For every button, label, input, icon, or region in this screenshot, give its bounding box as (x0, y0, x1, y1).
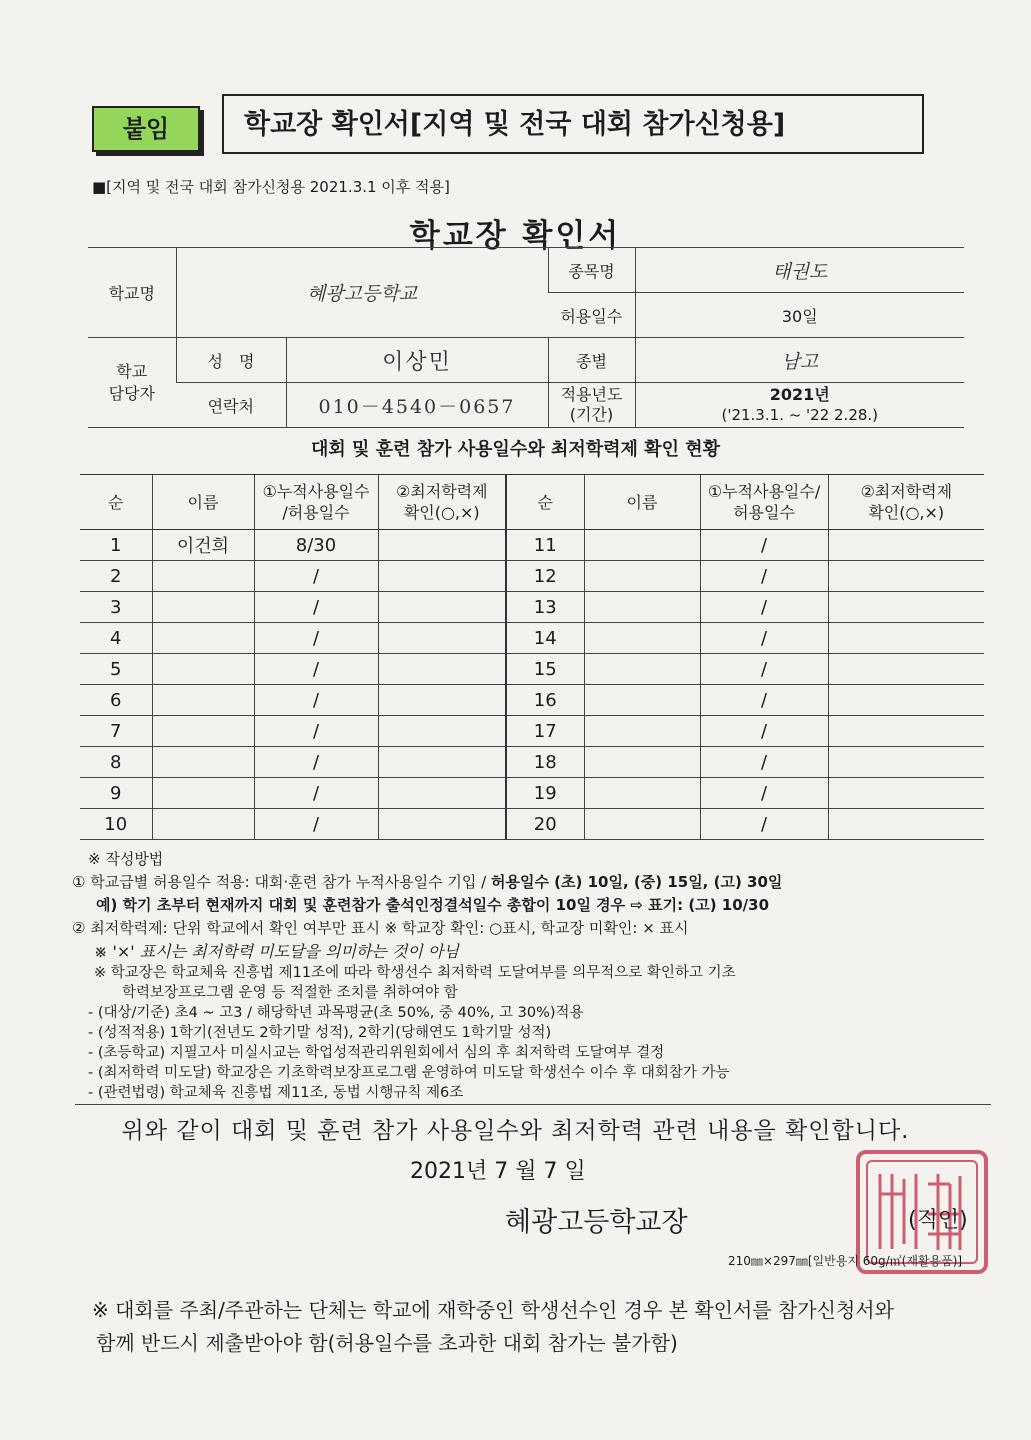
manager-name-label: 성 명 (176, 338, 286, 383)
min-academic-check-cell (378, 685, 506, 716)
used-days-cell: / (254, 747, 378, 778)
col-header-min-2: ②최저학력제 확인(○,×) (828, 475, 984, 530)
student-name-cell (152, 623, 254, 654)
table-row (80, 530, 984, 561)
table-row (80, 623, 984, 654)
used-days-cell: / (700, 716, 828, 747)
instructions (72, 848, 1012, 1103)
table-row (80, 716, 984, 747)
instruction-note: 학력보장프로그램 운영 등 적절한 조치를 취하여야 함 (122, 985, 458, 1001)
min-academic-check-cell (378, 778, 506, 809)
attachment-tag: 붙임 (92, 106, 200, 152)
row-number-cell: 16 (506, 685, 584, 716)
used-days-cell: / (254, 654, 378, 685)
student-name-cell (584, 716, 700, 747)
min-academic-check-cell (828, 747, 984, 778)
used-days-cell: / (700, 561, 828, 592)
student-name-cell (152, 809, 254, 840)
student-name-cell (152, 592, 254, 623)
used-days-cell: / (700, 685, 828, 716)
period-value: ('21.3.1. ~ '22 2.28.) (721, 406, 879, 424)
used-days-cell: / (254, 623, 378, 654)
row-number-cell: 13 (506, 592, 584, 623)
year-value: 2021년 (769, 385, 830, 404)
student-name-cell: 이건희 (152, 530, 254, 561)
page-title: 학교장 확인서 (409, 218, 622, 254)
row-number-cell: 17 (506, 716, 584, 747)
min-academic-check-cell (828, 561, 984, 592)
row-number-cell: 4 (80, 623, 152, 654)
min-academic-check-cell (378, 716, 506, 747)
confirmation-text: 위와 같이 대회 및 훈련 참가 사용일수와 최저학력 관련 내용을 확인합니다. (121, 1118, 910, 1144)
min-academic-check-cell (378, 809, 506, 840)
used-days-cell: / (254, 778, 378, 809)
year-cell (635, 383, 964, 428)
min-academic-check-cell (378, 592, 506, 623)
divider (75, 1104, 991, 1105)
used-days-cell: / (700, 592, 828, 623)
table-row (80, 592, 984, 623)
used-days-cell: / (254, 685, 378, 716)
instruction-note: ※ 학교장은 학교체육 진흥법 제11조에 따라 학생선수 최저학력 도달여부를 의무적으로 확인하고 기초 (94, 965, 736, 981)
footer-line-2: 함께 반드시 제출받아야 함(허용일수를 초과한 대회 참가는 불가함) (96, 1331, 678, 1355)
row-number-cell: 7 (80, 716, 152, 747)
instruction-bullet: - (초등학교) 지필고사 미실시교는 학업성적관리위원회에서 심의 후 최저학력 도달여부 결정 (88, 1045, 665, 1061)
min-academic-check-cell (378, 623, 506, 654)
instruction-bullet: - (최저학력 미도달) 학교장은 기초학력보장프로그램 운영하여 미도달 학생선수 이수 후 대회참가 가능 (88, 1065, 730, 1081)
col-header-days-1: ①누적사용일수 /허용일수 (254, 475, 378, 530)
row-number-cell: 14 (506, 623, 584, 654)
min-academic-check-cell (828, 530, 984, 561)
min-academic-check-cell (828, 778, 984, 809)
row-number-cell: 20 (506, 809, 584, 840)
used-days-cell: / (700, 747, 828, 778)
sign-date: 2021년 7 월 7 일 (410, 1159, 586, 1184)
instruction-line (72, 871, 1012, 894)
document-header (92, 92, 927, 156)
instruction-example: 예) 학기 초부터 현재까지 대회 및 훈련참가 출석인정결석일수 총합이 10일 경우 ⇨ 표기: (고) 10/30 (96, 896, 770, 914)
year-label: 적용년도 (기간) (548, 383, 635, 428)
student-name-cell (152, 685, 254, 716)
col-header-name-2: 이름 (584, 475, 700, 530)
min-academic-check-cell (378, 530, 506, 561)
col-header-min-1: ②최저학력제 확인(○,×) (378, 475, 506, 530)
min-academic-check-cell (828, 654, 984, 685)
header-title: 학교장 확인서[지역 및 전국 대회 참가신청용] (222, 94, 924, 154)
category-value: 남고 (635, 338, 964, 383)
student-name-cell (152, 747, 254, 778)
event-label: 종목명 (548, 248, 635, 293)
used-days-cell: / (700, 778, 828, 809)
instruction-bullet: - (대상/기준) 초4 ~ 고3 / 해당학년 과목평균(초 50%, 중 40%, 고 30%)적용 (88, 1005, 584, 1021)
student-name-cell (584, 654, 700, 685)
min-academic-check-cell (378, 747, 506, 778)
status-section-title: 대회 및 훈련 참가 사용일수와 최저학력제 확인 현황 (310, 439, 720, 460)
student-name-cell (584, 530, 700, 561)
row-number-cell: 12 (506, 561, 584, 592)
footer-note (92, 1294, 894, 1360)
used-days-cell: / (254, 716, 378, 747)
student-name-cell (152, 716, 254, 747)
contact-value: 010－4540－0657 (286, 383, 548, 428)
used-days-cell: / (700, 530, 828, 561)
table-row (80, 747, 984, 778)
row-number-cell: 19 (506, 778, 584, 809)
row-number-cell: 5 (80, 654, 152, 685)
row-number-cell: 11 (506, 530, 584, 561)
used-days-cell: / (700, 654, 828, 685)
used-days-cell: / (254, 561, 378, 592)
table-row (80, 778, 984, 809)
instruction-bullet: - (관련법령) 학교체육 진흥법 제11조, 동법 시행규칙 제6조 (88, 1085, 464, 1101)
row-number-cell: 10 (80, 809, 152, 840)
row-number-cell: 18 (506, 747, 584, 778)
row-number-cell: 15 (506, 654, 584, 685)
min-academic-check-cell (378, 654, 506, 685)
row-number-cell: 6 (80, 685, 152, 716)
row-number-cell: 3 (80, 592, 152, 623)
student-name-cell (152, 654, 254, 685)
table-row (80, 809, 984, 840)
seal-label: (직인) (908, 1208, 968, 1233)
row-number-cell: 2 (80, 561, 152, 592)
table-row (80, 654, 984, 685)
student-name-cell (584, 623, 700, 654)
allowed-days-value: 30일 (635, 293, 964, 338)
row-number-cell: 8 (80, 747, 152, 778)
school-info-table (88, 247, 964, 428)
student-name-cell (584, 592, 700, 623)
used-days-cell: 8/30 (254, 530, 378, 561)
instruction-line: ② 최저학력제: 단위 학교에서 확인 여부만 표시 ※ 학교장 확인: ○표시, 학교장 미확인: × 표시 (72, 919, 689, 937)
applicability-note: ■[지역 및 전국 대회 참가신청용 2021.3.1 이후 적용] (92, 178, 450, 196)
min-academic-check-cell (828, 623, 984, 654)
row-number-cell: 1 (80, 530, 152, 561)
instruction-bullet: - (성적적용) 1학기(전년도 2학기말 성적), 2학기(당해연도 1학기말 성적) (88, 1025, 552, 1041)
contact-label: 연락처 (176, 383, 286, 428)
min-academic-check-cell (378, 561, 506, 592)
used-days-cell: / (254, 809, 378, 840)
manager-name-value: 이상민 (286, 338, 548, 383)
student-name-cell (584, 747, 700, 778)
min-academic-check-cell (828, 592, 984, 623)
footer-line-1: ※ 대회를 주최/주관하는 단체는 학교에 재학중인 학생선수인 경우 본 확인서를 참가신청서와 (92, 1298, 894, 1322)
instructions-title: ※ 작성방법 (88, 850, 164, 868)
manager-label: 학교 담당자 (88, 338, 176, 428)
min-academic-check-cell (828, 809, 984, 840)
allowed-days-label: 허용일수 (548, 293, 635, 338)
student-name-cell (584, 561, 700, 592)
student-name-cell (584, 809, 700, 840)
instruction-text: ① 학교급별 허용일수 적용: 대회·훈련 참가 누적사용일수 기입 / (72, 873, 491, 891)
category-label: 종별 (548, 338, 635, 383)
student-name-cell (152, 778, 254, 809)
used-days-cell: / (254, 592, 378, 623)
col-header-no-2: 순 (506, 475, 584, 530)
table-row (80, 561, 984, 592)
used-days-cell: / (700, 809, 828, 840)
event-value: 태권도 (635, 248, 964, 293)
student-name-cell (152, 561, 254, 592)
principal-signature: 혜광고등학교장 (505, 1207, 688, 1238)
instruction-bold: 허용일수 (초) 10일, (중) 15일, (고) 30일 (491, 873, 783, 891)
paper-size-note: 210㎜×297㎜[일반용지 60g/㎡(재활용품)] (728, 1254, 963, 1268)
student-status-table (80, 474, 984, 840)
min-academic-check-cell (828, 685, 984, 716)
col-header-no-1: 순 (80, 475, 152, 530)
col-header-name-1: 이름 (152, 475, 254, 530)
school-name-value: 혜광고등학교 (176, 248, 548, 338)
used-days-cell: / (700, 623, 828, 654)
student-name-cell (584, 685, 700, 716)
instruction-note: ※ '×' 표시는 최저학력 미도달을 의미하는 것이 아님 (94, 942, 459, 961)
student-name-cell (584, 778, 700, 809)
col-header-days-2: ①누적사용일수/ 허용일수 (700, 475, 828, 530)
table-header-row (80, 475, 984, 530)
min-academic-check-cell (828, 716, 984, 747)
row-number-cell: 9 (80, 778, 152, 809)
table-row (80, 685, 984, 716)
school-name-label: 학교명 (88, 248, 176, 338)
